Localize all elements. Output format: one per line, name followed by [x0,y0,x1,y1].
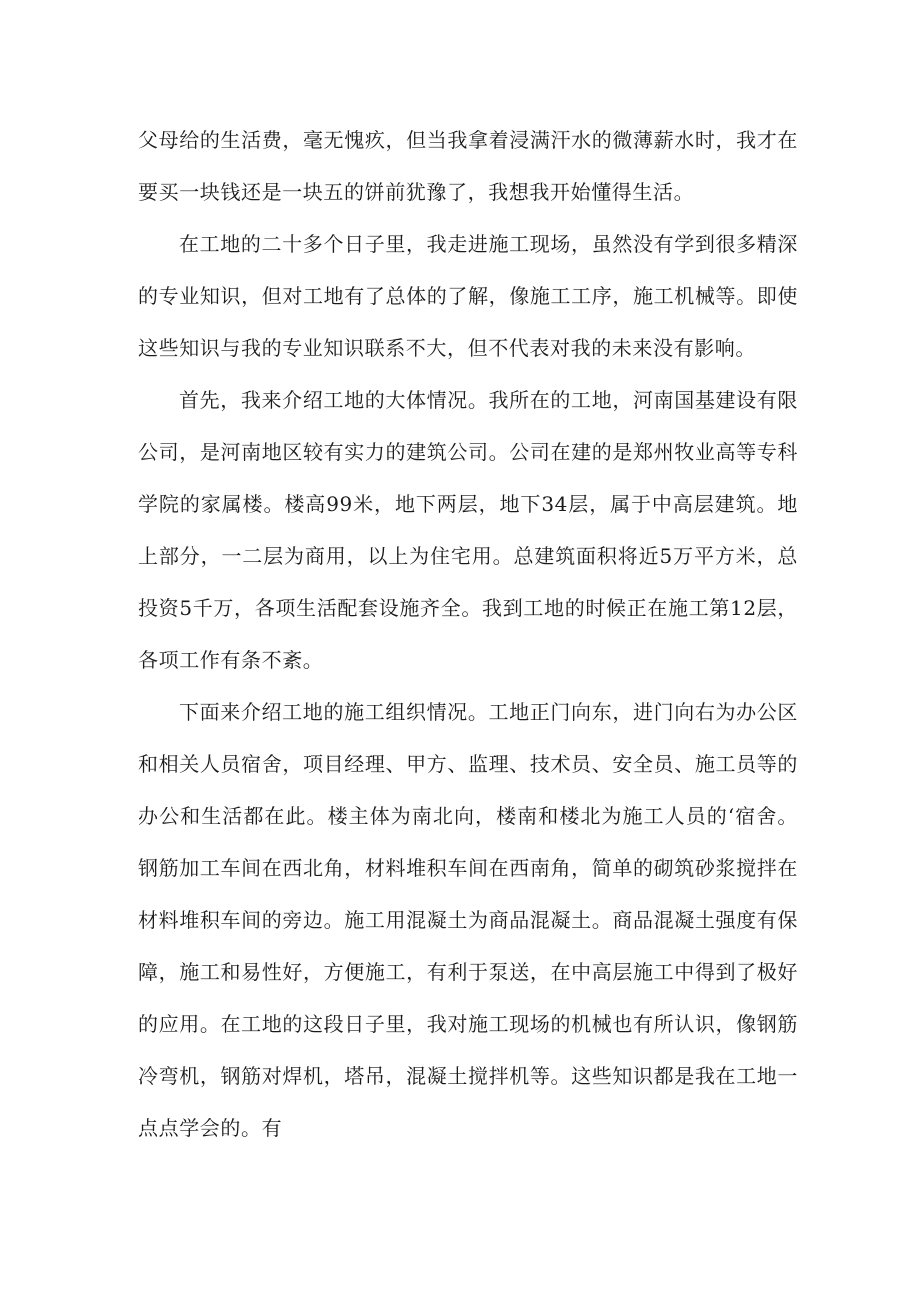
paragraph-site-organization: 下面来介绍工地的施工组织情况。工地正门向东，进门向右为办公区和相关人员宿舍，项目经理、甲方、监理、技术员、安全员、施工员等的办公和生活都在此。楼主体为南北向，楼南和楼北为施工人员的‘宿舍。钢筋加工车间在西北角，材料堆积车间在西南角，简单的砌筑砂浆搅拌在材料堆积车间的旁边。施工用混凝土为商品混凝土。商品混凝土强度有保障，施工和易性好，方便施工，有利于泵送，在中高层施工中得到了极好的应用。在工地的这段日子里，我对施工现场的机械也有所认识，像钢筋冷弯机，钢筋对焊机，塔吊，混凝土搅拌机等。这些知识都是我在工地一点点学会的。有 [138,700,798,1140]
paragraph-site-overview: 首先，我来介绍工地的大体情况。我所在的工地，河南国基建设有限公司，是河南地区较有实力的建筑公司。公司在建的是郑州牧业高等专科学院的家属楼。楼高99米，地下两层，地下34层，属于中高层建筑。地上部分，一二层为商用，以上为住宅用。总建筑面积将近5万平方米，总投资5千万，各项生活配套设施齐全。我到工地的时候正在施工第12层，各项工作有条不紊。 [138,388,798,672]
document-body [138,120,798,1154]
paragraph-continuation: 父母给的生活费，毫无愧疚，但当我拿着浸满汗水的微薄薪水时，我才在要买一块钱还是一块五的饼前犹豫了，我想我开始懂得生活。 [138,128,798,204]
paragraph-site-days: 在工地的二十多个日子里，我走进施工现场，虽然没有学到很多精深的专业知识，但对工地有了总体的了解，像施工工序，施工机械等。即使这些知识与我的专业知识联系不大，但不代表对我的未来没有影响。 [138,232,798,360]
